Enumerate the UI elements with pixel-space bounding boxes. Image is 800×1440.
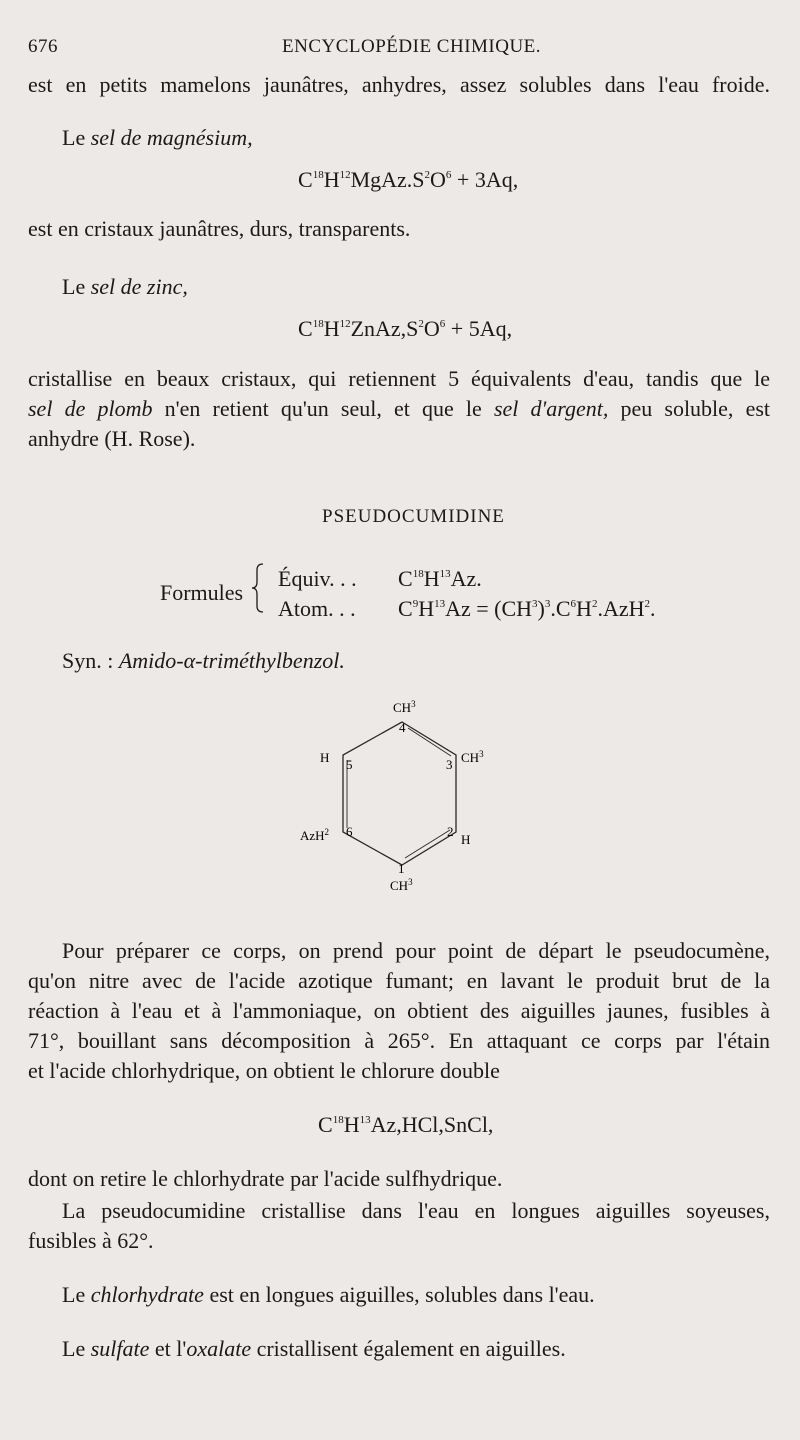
oxalate-name: oxalate bbox=[186, 1336, 252, 1361]
sulfate-name: sulfate bbox=[90, 1336, 150, 1361]
preparation-line-1: Pour préparer ce corps, on prend pour point de départ le pseudocumène, bbox=[62, 938, 770, 963]
preparation-line-4: 71°, bouillant sans décomposition à 265°. En attaquant ce corps par l'étain bbox=[28, 1028, 770, 1053]
magnesium-lead: Le bbox=[62, 125, 91, 150]
chlorhydrate-name: chlorhydrate bbox=[90, 1282, 204, 1307]
benzene-ring-diagram bbox=[290, 690, 520, 905]
section-title: PSEUDOCUMIDINE bbox=[322, 506, 505, 527]
preparation-line-5: et l'acide chlorhydrique, on obtient le chlorure double bbox=[28, 1058, 500, 1083]
label-bottom: $CH^3$ bbox=[390, 877, 413, 893]
sulfate-oxalate-line: Le sulfate et l'oxalate cristallisent également en aiguilles. bbox=[62, 1336, 566, 1361]
magnesium-formula: $C^{18}H^{12}MgAz.S^2O^6 + 3Aq$, bbox=[298, 167, 519, 192]
label-num-2: 2 bbox=[447, 824, 454, 839]
zinc-formula: $C^{18}H^{12}ZnAz,S^2O^6 + 5Aq$, bbox=[298, 316, 513, 341]
label-num-1: 1 bbox=[398, 861, 405, 876]
atom-formula: $C^9H^{13}Az = (CH^3)^3.C^6H^2.AzH^2$. bbox=[398, 596, 656, 621]
label-right-bottom: H bbox=[461, 832, 471, 847]
brace-icon bbox=[250, 562, 266, 614]
inner-bond-bottom bbox=[405, 830, 450, 858]
synonym-label: Syn. : bbox=[62, 648, 119, 673]
preparation-line-3: réaction à l'eau et à l'ammoniaque, on obtient des aiguilles jaunes, fusibles à bbox=[28, 998, 770, 1023]
label-left-top: H bbox=[320, 750, 330, 765]
label-right-top: $CH^3$ bbox=[461, 749, 484, 765]
zinc-paragraph-line-2: sel de plomb n'en retient qu'un seul, et que le sel d'argent, peu soluble, est bbox=[28, 396, 771, 421]
magnesium-description: est en cristaux jaunâtres, durs, transparents. bbox=[28, 216, 411, 241]
formula-brace bbox=[250, 562, 266, 619]
zinc-paragraph-line-1: cristallise en beaux cristaux, qui retiennent 5 équivalents d'eau, tandis que le bbox=[28, 366, 770, 391]
intro-line: est en petits mamelons jaunâtres, anhydres, assez solubles dans l'eau froide. bbox=[28, 72, 770, 97]
page-number: 676 bbox=[28, 36, 58, 57]
chlorure-formula: $C^{18}H^{13}Az,HCl,SnCl$, bbox=[318, 1112, 494, 1137]
magnesium-name: sel de magnésium, bbox=[90, 125, 253, 150]
label-num-3: 3 bbox=[446, 757, 453, 772]
zinc-paragraph-line-3: anhydre (H. Rose). bbox=[28, 426, 196, 451]
equiv-label: Équiv. . . bbox=[278, 566, 357, 591]
running-title: ENCYCLOPÉDIE CHIMIQUE. bbox=[282, 36, 542, 57]
preparation-line-8: fusibles à 62°. bbox=[28, 1228, 154, 1253]
formulas-label: Formules bbox=[160, 580, 244, 605]
label-num-4: 4 bbox=[399, 720, 406, 735]
zinc-lead: Le bbox=[62, 274, 91, 299]
hexagon-ring bbox=[343, 722, 456, 865]
preparation-line-2: qu'on nitre avec de l'acide azotique fumant; en lavant le produit brut de la bbox=[28, 968, 770, 993]
preparation-line-6: dont on retire le chlorhydrate par l'acide sulfhydrique. bbox=[28, 1166, 503, 1191]
inner-bond-top bbox=[408, 728, 451, 756]
atom-label: Atom. . . bbox=[278, 596, 356, 621]
zinc-heading bbox=[62, 272, 188, 302]
label-num-5: 5 bbox=[346, 757, 353, 772]
synonym-line bbox=[62, 646, 345, 676]
label-left-bottom: AzH$^2$ bbox=[300, 827, 330, 843]
equiv-formula: $C^{18}H^{13}Az$. bbox=[398, 566, 482, 591]
preparation-line-7: La pseudocumidine cristallise dans l'eau en longues aiguilles soyeuses, bbox=[62, 1198, 770, 1223]
label-num-6: 6 bbox=[346, 824, 353, 839]
chlorhydrate-line: Le chlorhydrate est en longues aiguilles, solubles dans l'eau. bbox=[62, 1282, 595, 1307]
label-top: $CH^3$ bbox=[393, 699, 416, 715]
magnesium-heading bbox=[62, 123, 253, 153]
zinc-name: sel de zinc, bbox=[90, 274, 188, 299]
synonym-value: Amido-α-triméthylbenzol. bbox=[118, 648, 345, 673]
